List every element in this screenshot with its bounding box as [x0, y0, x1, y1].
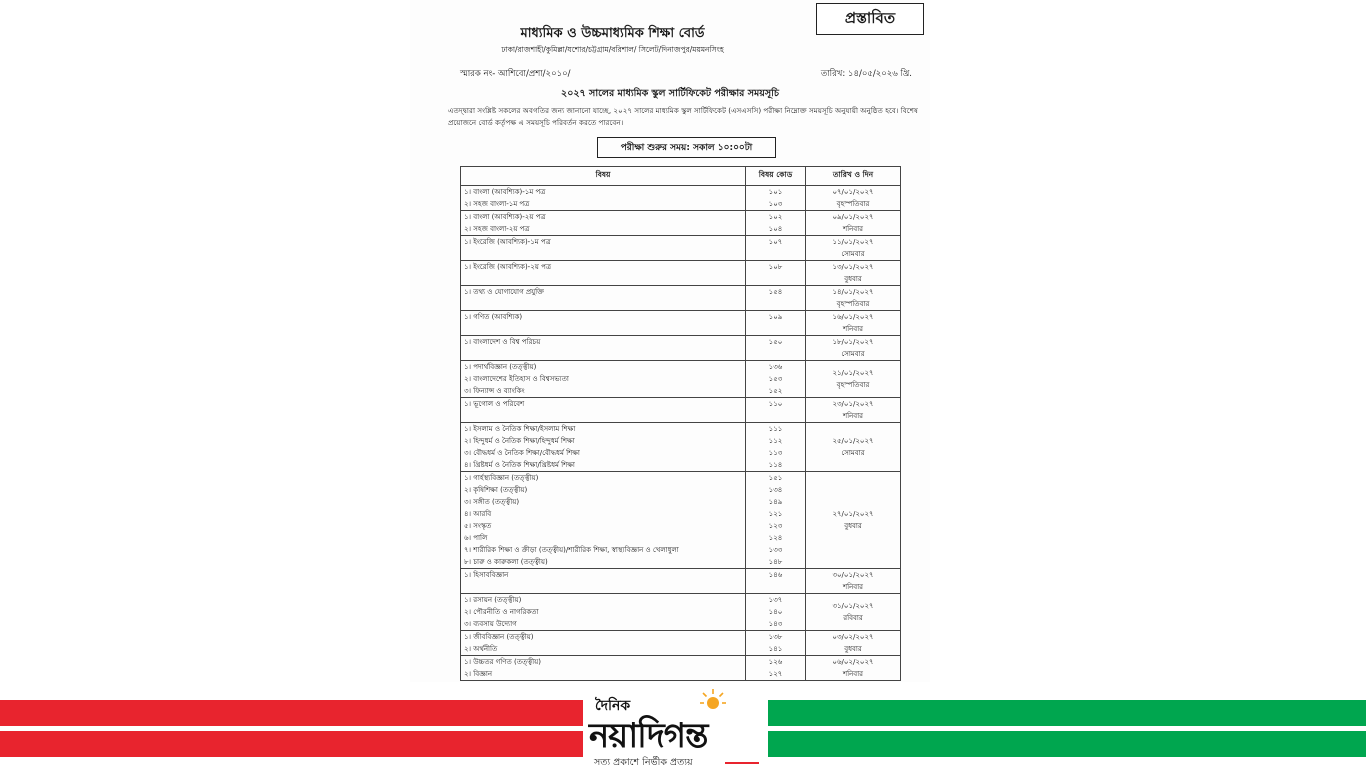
header-date-day: তারিখ ও দিন — [806, 167, 901, 186]
subject-code: ১৫১ — [768, 474, 783, 482]
exam-day: বুধবার — [844, 645, 862, 653]
table-row — [461, 186, 901, 211]
code-cell — [746, 398, 806, 423]
subject-cell — [461, 423, 746, 472]
exam-day: শনিবার — [842, 325, 864, 333]
table-row — [461, 311, 901, 336]
memo-number: স্মারক নং- আশিবো/প্রশা/২০১০/ — [460, 69, 571, 79]
exam-day: শনিবার — [842, 412, 864, 420]
subject-code: ১৫০ — [768, 338, 783, 346]
subject-code: ১৪১ — [768, 645, 783, 653]
exam-date: ০৯/০১/২০২৭ — [832, 213, 874, 221]
subject-code: ১০২ — [768, 213, 783, 221]
notice-date: তারিখ: ১৪/০৫/২০২৬ খ্রি. — [820, 69, 912, 79]
subject-code: ১৪৬ — [768, 571, 783, 579]
table-row — [461, 569, 901, 594]
date-day-cell — [806, 398, 901, 423]
subject-code: ১৪৯ — [768, 498, 783, 506]
subject-name: ২। বিজ্ঞান — [464, 670, 493, 678]
subject-code: ১৪০ — [768, 608, 783, 616]
subject-code: ১১২ — [768, 437, 783, 445]
code-cell — [746, 211, 806, 236]
subject-name: ৩। ফিন্যান্স ও ব্যাংকিং — [464, 387, 525, 395]
subject-name: ৩। ব্যবসায় উদ্যোগ — [464, 620, 517, 628]
exam-day: সোমবার — [841, 350, 865, 358]
exam-schedule-table — [460, 166, 901, 681]
logo-daily-text: দৈনিক — [595, 698, 631, 714]
subject-name: ১। বাংলাদেশ ও বিশ্ব পরিচয় — [464, 338, 541, 346]
subject-name: ১। উচ্চতর গণিত (তত্ত্বীয়) — [464, 658, 542, 666]
date-day-cell — [806, 286, 901, 311]
date-day-cell — [806, 472, 901, 569]
exam-day: শনিবার — [842, 670, 864, 678]
subject-code: ১০৭ — [768, 238, 783, 246]
subject-name: ৫। সংস্কৃত — [464, 522, 492, 530]
subject-cell — [461, 286, 746, 311]
table-row — [461, 261, 901, 286]
subject-name: ৬। পালি — [464, 534, 488, 542]
subject-code: ১২১ — [768, 510, 783, 518]
date-day-cell — [806, 594, 901, 631]
exam-date: ১১/০১/২০২৭ — [832, 238, 874, 246]
exam-date: ২১/০১/২০২৭ — [832, 369, 874, 377]
subject-name: ১। বাংলা (আবশ্যিক)-১ম পত্র — [464, 188, 546, 196]
exam-day: শনিবার — [842, 583, 864, 591]
red-stripe-lower — [0, 731, 583, 757]
subject-code: ১২৬ — [768, 658, 783, 666]
code-cell — [746, 311, 806, 336]
code-cell — [746, 631, 806, 656]
green-stripe-upper — [768, 700, 1366, 726]
subject-cell — [461, 594, 746, 631]
code-cell — [746, 569, 806, 594]
subject-cell — [461, 186, 746, 211]
subject-name: ১। পদার্থবিজ্ঞান (তত্ত্বীয়) — [464, 363, 537, 371]
subject-code: ১২৪ — [768, 534, 783, 542]
code-cell — [746, 261, 806, 286]
subject-code: ১৪৩ — [768, 620, 783, 628]
proposed-stamp: প্রস্তাবিত — [816, 3, 924, 35]
subject-name: ৮। চারু ও কারুকলা (তত্ত্বীয়) — [464, 558, 548, 566]
table-row — [461, 472, 901, 569]
subject-name: ৭। শারীরিক শিক্ষা ও ক্রীড়া (তত্ত্বীয়)/শারীরিক শিক্ষা, স্বাস্থ্যবিজ্ঞান ও খেলাধুলা — [464, 546, 679, 554]
subject-name: ৩। বৌদ্ধধর্ম ও নৈতিক শিক্ষা/বৌদ্ধধর্ম শিক্ষা — [464, 449, 580, 457]
exam-date: ১৮/০১/২০২৭ — [832, 338, 874, 346]
subject-name: ২। পৌরনীতি ও নাগরিকতা — [464, 608, 539, 616]
table-header-row — [461, 167, 901, 186]
board-title: মাধ্যমিক ও উচ্চমাধ্যমিক শিক্ষা বোর্ড — [520, 26, 705, 41]
logo-name: নয়াদিগন্ত — [589, 716, 708, 756]
exam-day: সোমবার — [841, 250, 865, 258]
subject-code: ১০৪ — [768, 225, 783, 233]
subject-code: ১০১ — [768, 188, 783, 196]
date-day-cell — [806, 336, 901, 361]
subject-name: ৪। আরবি — [464, 510, 492, 518]
subject-code: ১০৯ — [768, 313, 783, 321]
subject-name: ১। ইসলাম ও নৈতিক শিক্ষা/ইসলাম শিক্ষা — [464, 425, 576, 433]
subject-name: ১। গণিত (আবশ্যিক) — [464, 313, 523, 321]
subject-name: ১। গার্হস্থ্যবিজ্ঞান (তত্ত্বীয়) — [464, 474, 539, 482]
subject-cell — [461, 311, 746, 336]
subject-name: ১। তথ্য ও যোগাযোগ প্রযুক্তি — [464, 288, 544, 296]
exam-date: ০৩/০২/২০২৭ — [832, 633, 874, 641]
exam-date: ২৭/০১/২০২৭ — [832, 510, 874, 518]
date-day-cell — [806, 211, 901, 236]
subject-name: ২। সহজ বাংলা-১ম পত্র — [464, 200, 530, 208]
date-day-cell — [806, 236, 901, 261]
exam-date: ২৫/০১/২০২৭ — [832, 437, 874, 445]
subject-name: ১। হিসাববিজ্ঞান — [464, 571, 509, 579]
subject-code: ১২৩ — [768, 522, 783, 530]
code-cell — [746, 336, 806, 361]
subject-code: ১৫৩ — [768, 375, 783, 383]
date-day-cell — [806, 656, 901, 681]
subject-name: ১। জীববিজ্ঞান (তত্ত্বীয়) — [464, 633, 534, 641]
table-row — [461, 361, 901, 398]
subject-code: ১৫২ — [768, 387, 783, 395]
subject-code: ১৩৩ — [768, 546, 783, 554]
subject-cell — [461, 398, 746, 423]
code-cell — [746, 186, 806, 211]
exam-date: ১৪/০১/২০২৭ — [832, 288, 874, 296]
exam-date: ১৬/০১/২০২৭ — [832, 313, 874, 321]
start-time-box: পরীক্ষা শুরুর সময়: সকাল ১০:০০টা — [597, 137, 776, 158]
exam-notice-document — [410, 0, 930, 682]
code-cell — [746, 286, 806, 311]
exam-day: বৃহস্পতিবার — [836, 300, 870, 308]
table-body — [461, 186, 901, 681]
subject-code: ১৩৬ — [768, 363, 783, 371]
exam-date: ৩০/০১/২০২৭ — [832, 571, 874, 579]
date-day-cell — [806, 631, 901, 656]
date-day-cell — [806, 311, 901, 336]
red-stripe-upper — [0, 700, 583, 726]
exam-day: রবিবার — [843, 614, 863, 622]
header-code: বিষয় কোড — [746, 167, 806, 186]
subject-cell — [461, 236, 746, 261]
subject-cell — [461, 472, 746, 569]
table-row — [461, 594, 901, 631]
subject-name: ২। বাংলাদেশের ইতিহাস ও বিশ্বসভ্যতা — [464, 375, 569, 383]
schedule-heading: ২০২৭ সালের মাধ্যমিক স্কুল সার্টিফিকেট পরীক্ষার সময়সূচি — [561, 88, 779, 99]
exam-day: বৃহস্পতিবার — [836, 381, 870, 389]
subject-name: ১। ইংরেজি (আবশ্যিক)-২য় পত্র — [464, 263, 551, 271]
green-stripe-lower — [768, 731, 1366, 757]
exam-date: ০৬/০২/২০২৭ — [832, 658, 874, 666]
intro-paragraph: এতদ্দ্বারা সংশ্লিষ্ট সকলের অবগতির জন্য জানানো যাচ্ছে, ২০২৭ সালের মাধ্যমিক স্কুল সার্টিফিকেট (এসএসসি) পরীক্ষা নিম্নোক্ত সময়সূচি অনুযায়ী অনুষ্ঠিত হবে। বিশেষ প্রয়োজনে বোর্ড কর্তৃপক্ষ এ সময়সূচি পরিবর্তন করতে পারবেন। — [448, 106, 918, 127]
exam-date: ০৭/০১/২০২৭ — [832, 188, 874, 196]
subject-code: ১১৩ — [768, 449, 783, 457]
table-row — [461, 423, 901, 472]
subject-name: ১। রসায়ন (তত্ত্বীয়) — [464, 596, 522, 604]
board-cities: ঢাকা/রাজশাহী/কুমিল্লা/যশোর/চট্টগ্রাম/বরিশাল/ সিলেট/দিনাজপুর/ময়মনসিংহ — [501, 45, 724, 54]
exam-date: ১৩/০১/২০২৭ — [832, 263, 874, 271]
subject-name: ৪। খ্রিষ্টধর্ম ও নৈতিক শিক্ষা/খ্রিষ্টধর্ম শিক্ষা — [464, 461, 575, 469]
code-cell — [746, 361, 806, 398]
subject-code: ১২৭ — [768, 670, 783, 678]
subject-cell — [461, 336, 746, 361]
nayadiganta-logo — [587, 684, 767, 772]
logo-tagline: সত্য প্রকাশে নির্ভীক প্রত্যয় — [594, 757, 693, 768]
subject-name: ২। সহজ বাংলা-২য় পত্র — [464, 225, 530, 233]
table-row — [461, 336, 901, 361]
code-cell — [746, 236, 806, 261]
subject-code: ১৩৮ — [768, 633, 783, 641]
table-row — [461, 631, 901, 656]
subject-code: ১৪৮ — [768, 558, 783, 566]
exam-day: বুধবার — [844, 275, 862, 283]
subject-code: ১০৮ — [768, 263, 783, 271]
code-cell — [746, 423, 806, 472]
subject-cell — [461, 211, 746, 236]
subject-name: ১। ভূগোল ও পরিবেশ — [464, 400, 525, 408]
date-day-cell — [806, 186, 901, 211]
subject-name: ৩। সঙ্গীত (তত্ত্বীয়) — [464, 498, 520, 506]
subject-cell — [461, 361, 746, 398]
subject-code: ১৫৪ — [768, 288, 783, 296]
subject-name: ১। ইংরেজি (আবশ্যিক)-১ম পত্র — [464, 238, 551, 246]
subject-code: ১০৩ — [768, 200, 783, 208]
subject-code: ১৩৪ — [768, 486, 783, 494]
tagline-underline — [725, 762, 759, 764]
subject-name: ২। কৃষিশিক্ষা (তত্ত্বীয়) — [464, 486, 528, 494]
exam-day: শনিবার — [842, 225, 864, 233]
exam-date: ২৩/০১/২০২৭ — [832, 400, 874, 408]
subject-code: ১১১ — [768, 425, 783, 433]
subject-name: ২। অর্থনীতি — [464, 645, 498, 653]
date-day-cell — [806, 361, 901, 398]
table-row — [461, 656, 901, 681]
code-cell — [746, 472, 806, 569]
code-cell — [746, 594, 806, 631]
subject-name: ২। হিন্দুধর্ম ও নৈতিক শিক্ষা/হিন্দুধর্ম শিক্ষা — [464, 437, 575, 445]
subject-name: ১। বাংলা (আবশ্যিক)-২য় পত্র — [464, 213, 546, 221]
subject-cell — [461, 569, 746, 594]
date-day-cell — [806, 423, 901, 472]
subject-cell — [461, 261, 746, 286]
exam-day: সোমবার — [841, 449, 865, 457]
table-row — [461, 398, 901, 423]
code-cell — [746, 656, 806, 681]
subject-code: ১১০ — [768, 400, 783, 408]
subject-cell — [461, 656, 746, 681]
subject-code: ১১৪ — [768, 461, 783, 469]
header-subject: বিষয় — [461, 167, 746, 186]
exam-day: বৃহস্পতিবার — [836, 200, 870, 208]
date-day-cell — [806, 569, 901, 594]
table-row — [461, 211, 901, 236]
subject-code: ১৩৭ — [768, 596, 783, 604]
table-row — [461, 286, 901, 311]
table-row — [461, 236, 901, 261]
subject-cell — [461, 631, 746, 656]
date-day-cell — [806, 261, 901, 286]
exam-day: বুধবার — [844, 522, 862, 530]
exam-date: ৩১/০১/২০২৭ — [832, 602, 874, 610]
